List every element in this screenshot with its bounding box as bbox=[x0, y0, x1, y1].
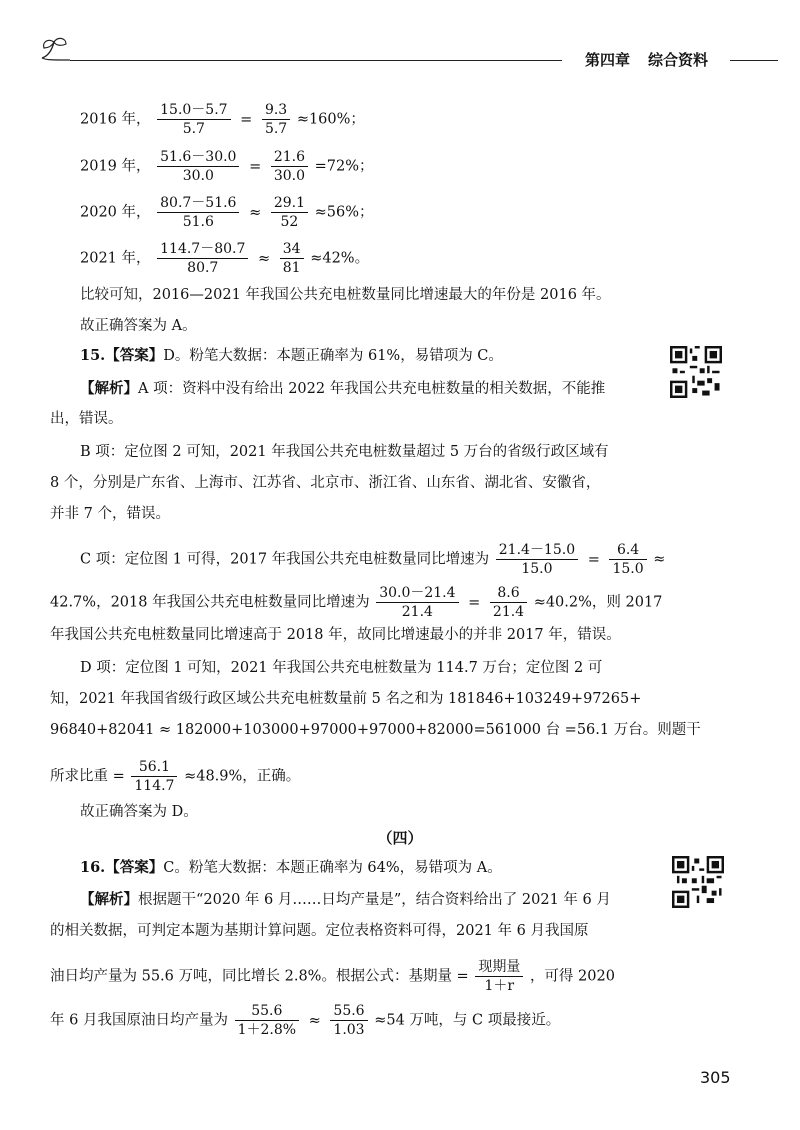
calc-result: =72%； bbox=[314, 158, 374, 175]
a-text: A 项：资料中没有给出 2022 年我国公共充电桩数量的相关数据，不能推 bbox=[138, 381, 606, 397]
qr-code-icon[interactable] bbox=[672, 856, 724, 908]
q16-line3: 油日均产量为 55.6 万吨，同比增长 2.8%。根据公式：基期量 = $\frac{\text{现期量}}{1+r}$ ，可得 2020 bbox=[50, 959, 615, 994]
chapter-label: 第四章 bbox=[585, 51, 631, 69]
q16-line4: 年 6 月我国原油日均产量为 $\frac{55.6}{1+2.8\%}$ ≈ $\frac{55.6}{1.03}$ ≈54 万吨，与 C 项最接近。 bbox=[50, 1003, 561, 1038]
fraction: $\frac{6.4}{15.0}$ bbox=[609, 541, 646, 578]
q16-line2: 的相关数据，可判定本题为基期计算问题。定位表格资料可得，2021 年 6 月我国原 bbox=[50, 923, 589, 939]
qr-code-icon[interactable] bbox=[670, 346, 722, 398]
q16-answer bbox=[80, 858, 502, 878]
calc-year: 2019 年， bbox=[80, 158, 151, 175]
q15-c-line3: 年我国公共充电桩数量同比增速高于 2018 年，故同比增速最小的并非 2017 年，错误。 bbox=[50, 627, 621, 643]
calc-year: 2021 年， bbox=[80, 250, 151, 267]
q15-b-line2: 8 个，分别是广东省、上海市、江苏省、北京市、浙江省、山东省、湖北省、安徽省， bbox=[50, 475, 601, 491]
fraction: $\frac{21.6}{30.0}$ bbox=[271, 148, 308, 185]
q15-c-line2: 42.7%，2018 年我国公共充电桩数量同比增速为 $\frac{30.0-21.4}{21.4}$ = $\frac{8.6}{21.4}$ ≈40.2%，则 2017 bbox=[50, 585, 663, 620]
chapter-title: 综合资料 bbox=[648, 51, 709, 69]
calc-line-2016: 2016 年， $\frac{15.0-5.7}{5.7}$ = $\frac{9.3}{5.7}$ ≈160%； bbox=[80, 102, 365, 137]
page-number: 305 bbox=[700, 1068, 731, 1087]
fraction: $\frac{30.0-21.4}{21.4}$ bbox=[376, 584, 458, 621]
q15-c-line1: C 项：定位图 1 可得，2017 年我国公共充电桩数量同比增速为 $\frac{21.4-15.0}{15.0}$ = $\frac{6.4}{15.0}$ ≈ bbox=[80, 542, 666, 577]
fraction: $\frac{80.7-51.6}{51.6}$ bbox=[157, 194, 239, 231]
answer-text: C。粉笔大数据：本题正确率为 64%，易错项为 A。 bbox=[163, 860, 502, 876]
q15-d-line2: 知，2021 年我国省级行政区域公共充电桩数量前 5 名之和为 181846+103249+97265+ bbox=[50, 691, 642, 707]
fraction: $\frac{34}{81}$ bbox=[280, 240, 304, 277]
analysis-label: 【解析】 bbox=[80, 380, 138, 397]
header-rule-right bbox=[730, 60, 778, 61]
fraction: $\frac{55.6}{1.03}$ bbox=[330, 1002, 367, 1039]
calc-line-2020: 2020 年， $\frac{80.7-51.6}{51.6}$ ≈ $\frac{29.1}{52}$ ≈56%； bbox=[80, 195, 374, 230]
calc-line-2019: 2019 年， $\frac{51.6-30.0}{30.0}$ = $\frac{21.6}{30.0}$ =72%； bbox=[80, 149, 374, 184]
leaf-icon bbox=[38, 34, 72, 62]
header-rule bbox=[70, 60, 562, 61]
answer-15: 故正确答案为 D。 bbox=[80, 804, 198, 820]
q15-d-line3: 96840+82041 ≈ 182000+103000+97000+97000+82000=561000 台 =56.1 万台。则题干 bbox=[50, 722, 701, 738]
section-heading: （四） bbox=[377, 829, 423, 847]
q15-answer bbox=[80, 346, 503, 366]
q15-d-line1: D 项：定位图 1 可知，2021 年我国公共充电桩数量为 114.7 万台；定位图 2 可 bbox=[80, 660, 603, 676]
fraction: $\frac{114.7-80.7}{80.7}$ bbox=[157, 240, 248, 277]
fraction: $\frac{56.1}{114.7}$ bbox=[131, 758, 177, 795]
fraction: $\frac{29.1}{52}$ bbox=[271, 194, 308, 231]
answer-14: 故正确答案为 A。 bbox=[80, 318, 197, 334]
answer-label: 16.【答案】 bbox=[80, 859, 164, 876]
q15-d-line4: 所求比重 = $\frac{56.1}{114.7}$ ≈48.9%，正确。 bbox=[50, 759, 301, 794]
calc-year: 2016 年， bbox=[80, 111, 151, 128]
calc-result: ≈42%。 bbox=[310, 250, 370, 267]
calc-result: ≈56%； bbox=[314, 204, 374, 221]
fraction: $\frac{8.6}{21.4}$ bbox=[490, 584, 527, 621]
fraction: $\frac{\text{现期量}}{1+r}$ bbox=[475, 958, 523, 995]
analysis-label: 【解析】 bbox=[80, 891, 138, 908]
calc-line-2021: 2021 年， $\frac{114.7-80.7}{80.7}$ ≈ $\frac{34}{81}$ ≈42%。 bbox=[80, 241, 370, 276]
compare-text: 比较可知，2016—2021 年我国公共充电桩数量同比增速最大的年份是 2016 年。 bbox=[80, 287, 611, 303]
fraction: $\frac{55.6}{1+2.8\%}$ bbox=[235, 1002, 299, 1039]
fraction: $\frac{51.6-30.0}{30.0}$ bbox=[157, 148, 239, 185]
calc-year: 2020 年， bbox=[80, 204, 151, 221]
fraction: $\frac{9.3}{5.7}$ bbox=[262, 101, 290, 138]
q16-line1: 【解析】根据题干“2020 年 6 月……日均产量是”，结合资料给出了 2021 年 6 月 bbox=[80, 891, 611, 908]
q15-b-line1: B 项：定位图 2 可知，2021 年我国公共充电桩数量超过 5 万台的省级行政区域有 bbox=[80, 444, 609, 460]
q15-a-line1 bbox=[80, 379, 605, 399]
q15-b-line3: 并非 7 个，错误。 bbox=[50, 506, 170, 522]
fraction: $\frac{21.4-15.0}{15.0}$ bbox=[496, 541, 578, 578]
answer-text: D。粉笔大数据：本题正确率为 61%，易错项为 C。 bbox=[163, 348, 503, 364]
running-header bbox=[585, 49, 726, 70]
answer-label: 15.【答案】 bbox=[80, 347, 164, 364]
fraction: $\frac{15.0-5.7}{5.7}$ bbox=[157, 101, 230, 138]
q15-a-line2: 出，错误。 bbox=[50, 411, 123, 427]
calc-result: ≈160%； bbox=[296, 111, 365, 128]
